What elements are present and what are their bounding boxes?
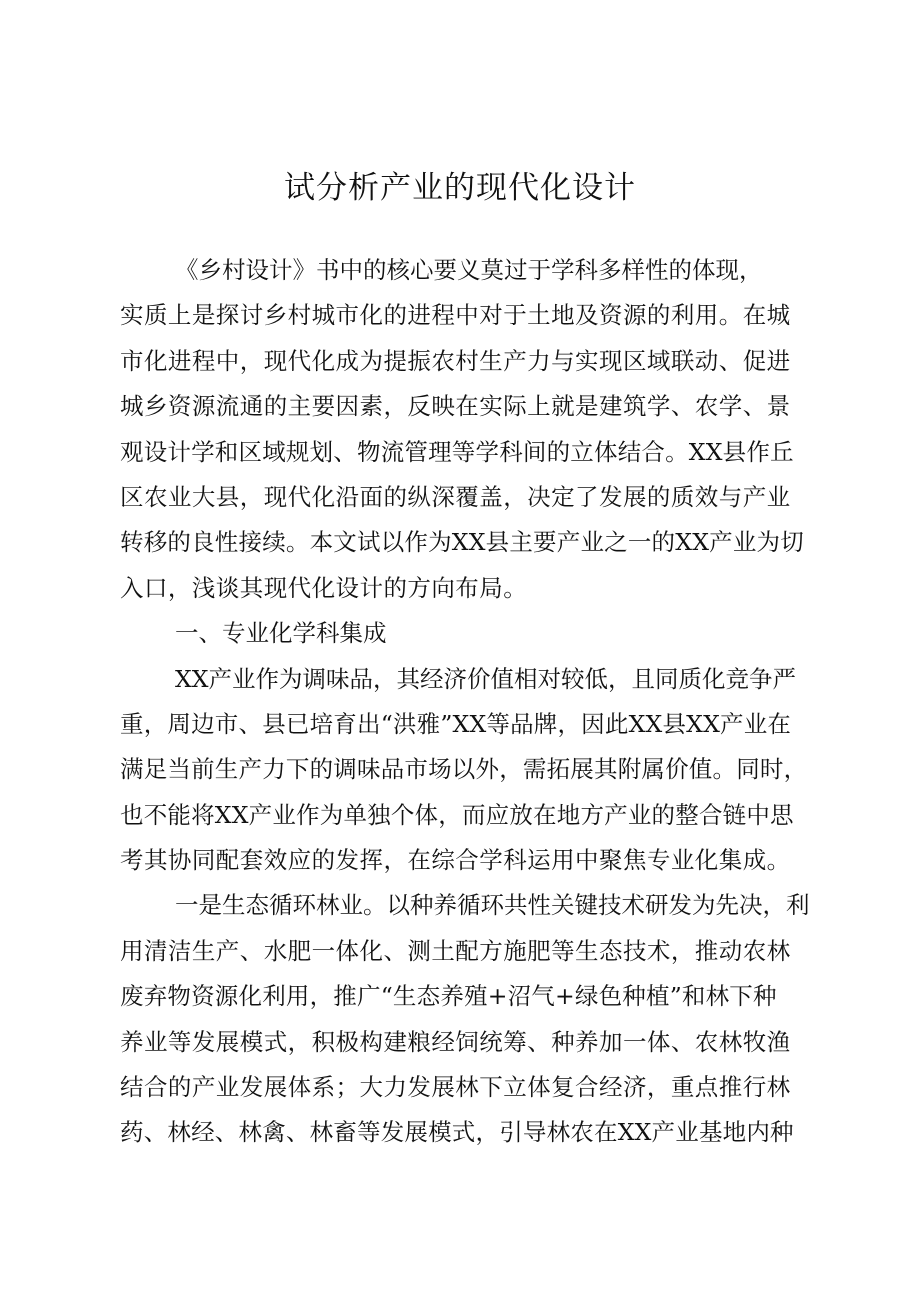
paragraph-line: 养业等发展模式，积极构建粮经饲统筹、种养加一体、农林牧渔 bbox=[120, 1027, 791, 1056]
paragraph-line: 废弃物资源化利用，推广“生态养殖+沼气+绿色种植”和林下种 bbox=[120, 982, 777, 1011]
paragraph-line: 转移的良性接续。本文试以作为XX县主要产业之一的XX产业为切 bbox=[120, 528, 804, 557]
paragraph-line: 满足当前生产力下的调味品市场以外，需拓展其附属价值。同时， bbox=[120, 755, 808, 784]
paragraph-line: 也不能将XX产业作为单独个体，而应放在地方产业的整合链中思 bbox=[120, 800, 794, 829]
paragraph-line: 《乡村设计》书中的核心要义莫过于学科多样性的体现， bbox=[175, 256, 763, 284]
paragraph-line: 考其协同配套效应的发挥，在综合学科运用中聚焦专业化集成。 bbox=[120, 846, 791, 875]
paragraph-line: 入口，浅谈其现代化设计的方向布局。 bbox=[120, 573, 528, 602]
paragraph-line: XX产业作为调味品，其经济价值相对较低，且同质化竞争严 bbox=[175, 664, 796, 693]
paragraph-line: 市化进程中，现代化成为提振农村生产力与实现区域联动、促进 bbox=[120, 346, 791, 375]
paragraph-line: 重，周边市、县已培育出“洪雅”XX等品牌，因此XX县XX产业在 bbox=[120, 709, 792, 738]
paragraph-line: 一是生态循环林业。以种养循环共性关键技术研发为先决，利 bbox=[175, 891, 810, 920]
paragraph-line: 药、林经、林禽、林畜等发展模式，引导林农在XX产业基地内种 bbox=[120, 1118, 794, 1147]
paragraph-line: 用清洁生产、水肥一体化、测土配方施肥等生态技术，推动农林 bbox=[120, 936, 791, 965]
paragraph-line: 观设计学和区域规划、物流管理等学科间的立体结合。XX县作丘 bbox=[120, 437, 794, 466]
section-heading: 一、专业化学科集成 bbox=[175, 619, 387, 648]
document-title: 试分析产业的现代化设计 bbox=[284, 170, 636, 206]
paragraph-line: 城乡资源流通的主要因素，反映在实际上就是建筑学、农学、景 bbox=[120, 392, 791, 421]
paragraph-line: 实质上是探讨乡村城市化的进程中对于土地及资源的利用。在城 bbox=[120, 301, 791, 330]
paragraph-line: 结合的产业发展体系；大力发展林下立体复合经济，重点推行林 bbox=[120, 1073, 791, 1102]
paragraph-line: 区农业大县，现代化沿面的纵深覆盖，决定了发展的质效与产业 bbox=[120, 482, 791, 511]
document-body bbox=[120, 248, 820, 1156]
